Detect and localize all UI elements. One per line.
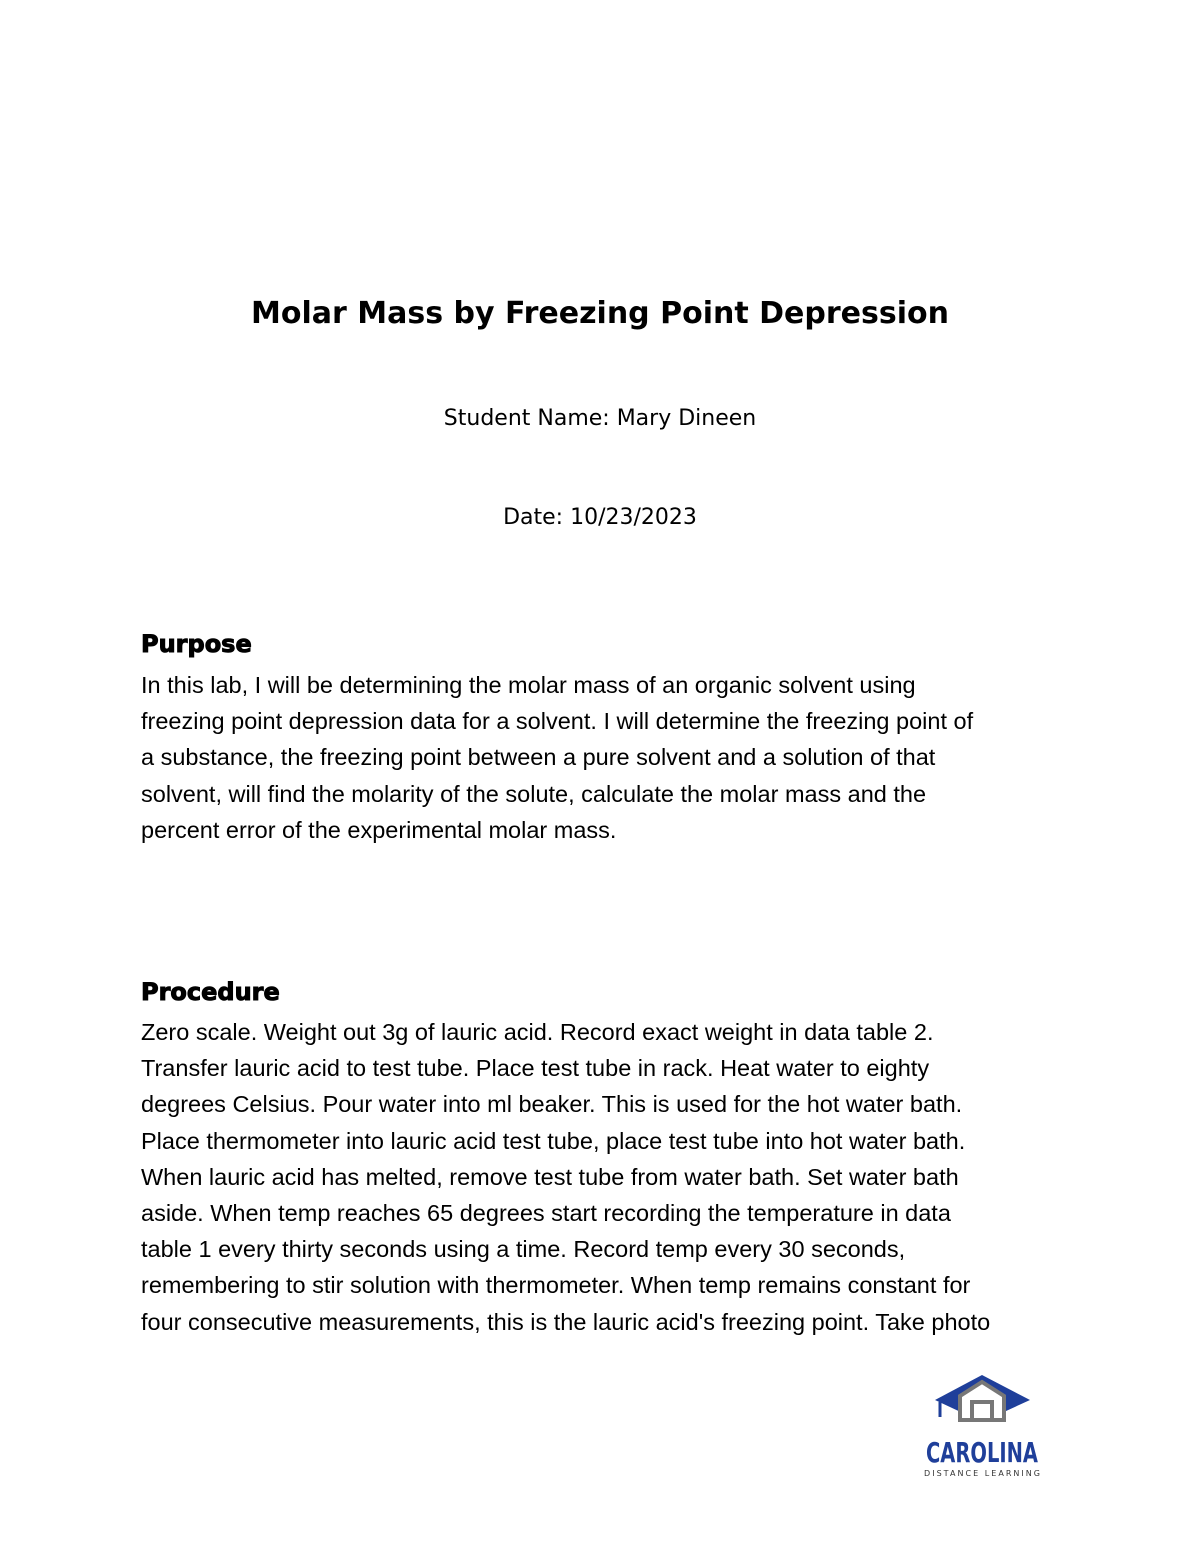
purpose-heading: Purpose xyxy=(141,630,252,658)
text-line: solvent, will find the molarity of the solute, calculate the molar mass and the xyxy=(141,780,927,807)
svg-text:DISTANCE LEARNING: DISTANCE LEARNING xyxy=(924,1469,1040,1478)
carolina-logo xyxy=(920,1372,1050,1482)
procedure-text xyxy=(141,1014,1081,1340)
student-name: Student Name: Mary Dineen xyxy=(443,406,757,431)
purpose-text xyxy=(141,667,1081,848)
text-line: degrees Celsius. Pour water into ml beaker. This is used for the hot water bath. xyxy=(141,1091,963,1118)
text-line: Transfer lauric acid to test tube. Place test tube in rack. Heat water to eighty xyxy=(141,1055,930,1082)
text-line: aside. When temp reaches 65 degrees start recording the temperature in data xyxy=(141,1199,951,1226)
text-line: four consecutive measurements, this is the lauric acid's freezing point. Take photo xyxy=(141,1308,991,1335)
text-line: Place thermometer into lauric acid test tube, place test tube into hot water bath. xyxy=(141,1127,966,1154)
text-line: remembering to stir solution with thermometer. When temp remains constant for xyxy=(141,1272,971,1299)
text-line: In this lab, I will be determining the molar mass of an organic solvent using xyxy=(141,672,916,698)
date: Date: 10/23/2023 xyxy=(503,505,697,530)
document-title: Molar Mass by Freezing Point Depression xyxy=(251,296,949,331)
text-line: percent error of the experimental molar mass. xyxy=(141,816,617,843)
text-line: table 1 every thirty seconds using a time. Record temp every 30 seconds, xyxy=(141,1236,906,1263)
svg-text:CAROLINA: CAROLINA xyxy=(926,1436,1039,1469)
procedure-heading: Procedure xyxy=(141,978,280,1006)
text-line: a substance, the freezing point between a pure solvent and a solution of that xyxy=(141,744,936,771)
text-line: Zero scale. Weight out 3g of lauric acid. Record exact weight in data table 2. xyxy=(141,1019,934,1045)
text-line: When lauric acid has melted, remove test tube from water bath. Set water bath xyxy=(141,1163,959,1190)
text-line: freezing point depression data for a solvent. I will determine the freezing point of xyxy=(141,708,974,735)
